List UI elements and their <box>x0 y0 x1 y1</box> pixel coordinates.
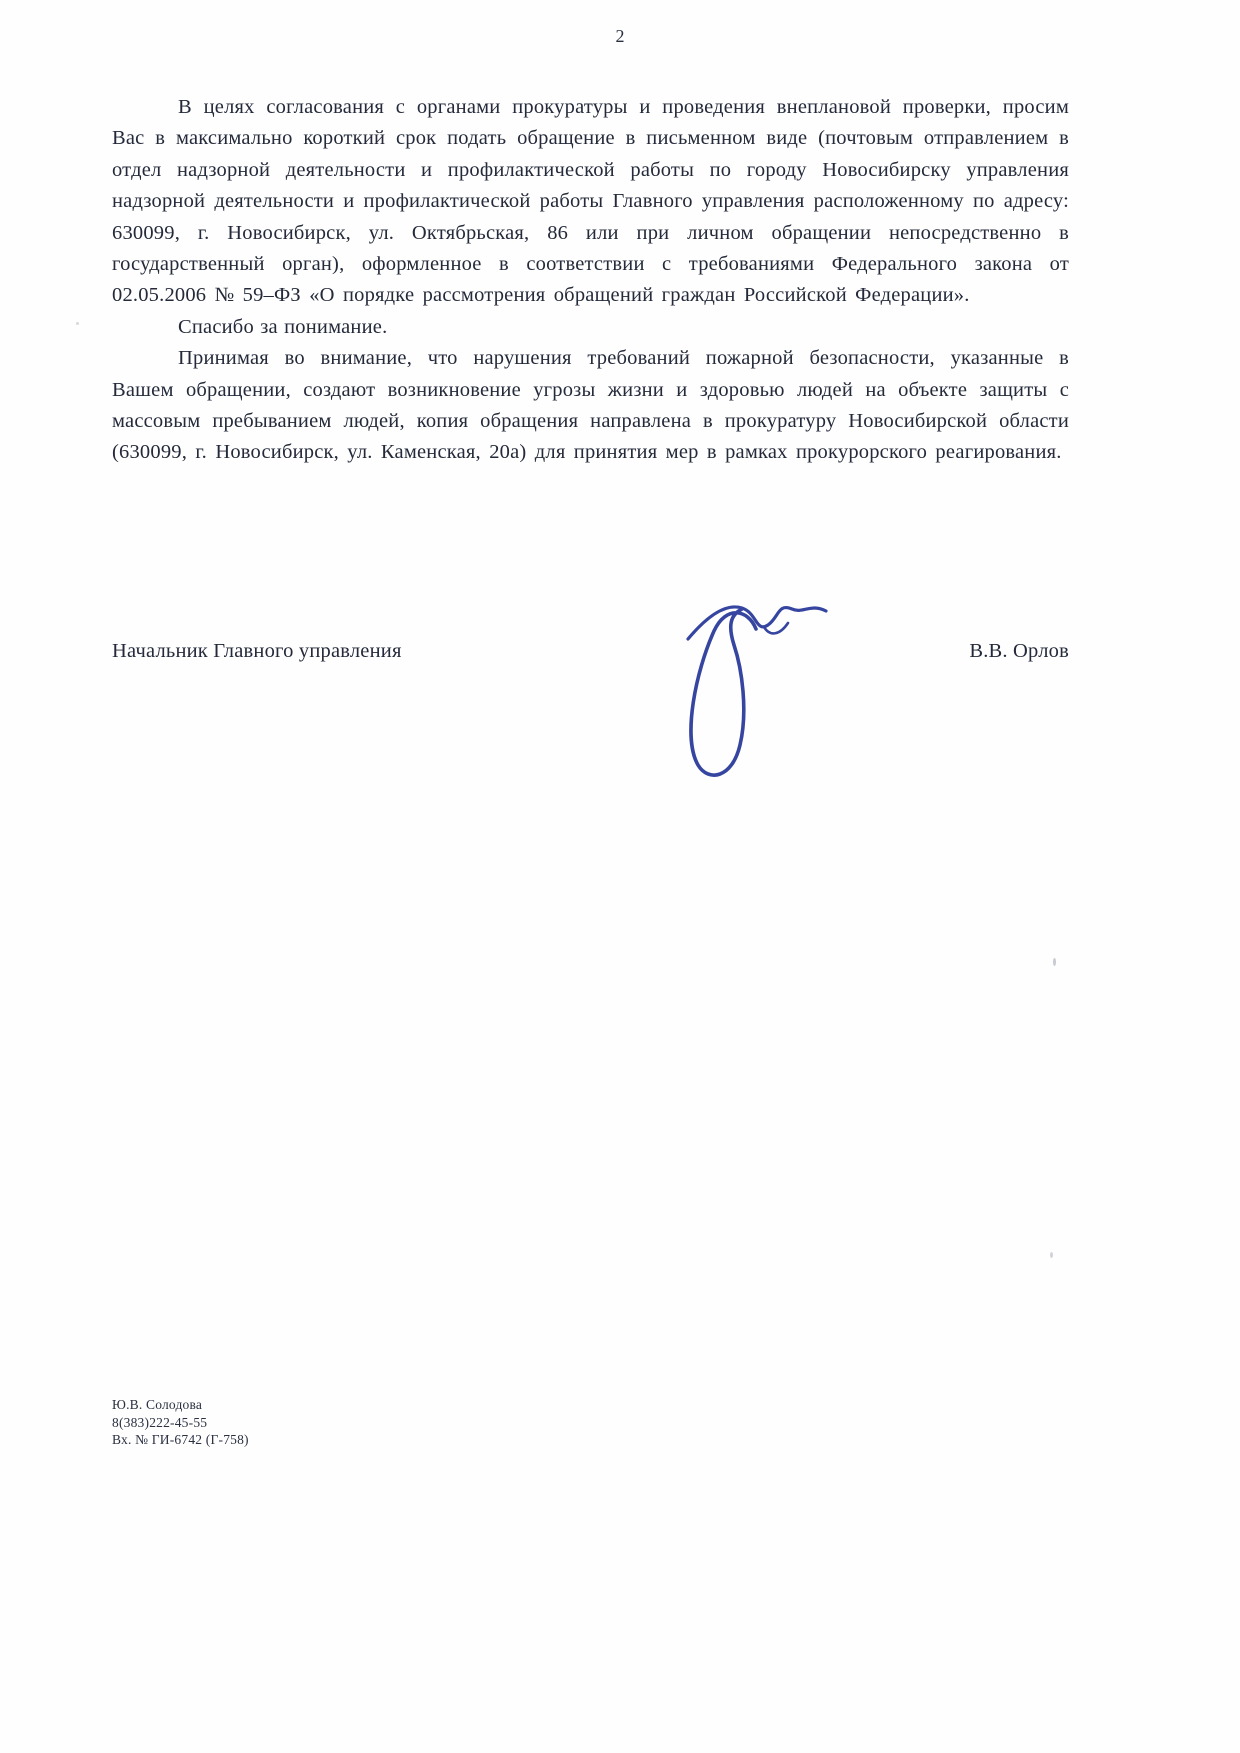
paragraph-prosecutor-copy: Принимая во внимание, что нарушения требований пожарной безопасности, указанные в Вашем обращении, создают возникновение угрозы жизни и здоровью людей на объекте защиты с массовым пребыванием людей, копия обращения направлена в прокуратуру Новосибирской области (630099, г. Новосибирск, ул. Каменская, 20а) для принятия мер в рамках прокурорского реагирования. <box>112 347 1069 464</box>
clerk-phone: 8(383)222-45-55 <box>112 1414 208 1430</box>
scan-artifact <box>1050 1252 1053 1258</box>
signature-block <box>112 640 1069 663</box>
signer-name: В.В. Орлов <box>969 640 1069 662</box>
paragraph-appeal-procedure: В целях согласования с органами прокуратуры и проведения внеплановой проверки, просим Вас в максимально короткий срок подать обращение в письменном виде (почтовым отправлением в отдел надзорной деятельности и профилактической работы по городу Новосибирску управления надзорной деятельности и профилактической работы Главного управления расположенному по адресу: 630099, г. Новосибирск, ул. Октябрьская, 86 или при личном обращении непосредственно в государственный орган), оформленное в соответствии с требованиями Федерального закона от 02.05.2006 № 59–ФЗ «О порядке рассмотрения обращений граждан Российской Федерации». <box>112 96 1069 307</box>
page-number: 2 <box>615 26 625 46</box>
letter-body <box>112 92 1069 469</box>
scan-artifact <box>76 322 79 325</box>
scan-artifact <box>1053 958 1056 966</box>
clerk-name: Ю.В. Солодова <box>112 1397 203 1412</box>
incoming-reference-number: Вх. № ГИ-6742 (Г-758) <box>112 1432 249 1447</box>
signer-position-title: Начальник Главного управления <box>112 640 402 662</box>
handwritten-signature <box>630 595 840 795</box>
clerk-footer <box>112 1396 249 1449</box>
paragraph-thanks: Спасибо за понимание. <box>178 315 388 338</box>
